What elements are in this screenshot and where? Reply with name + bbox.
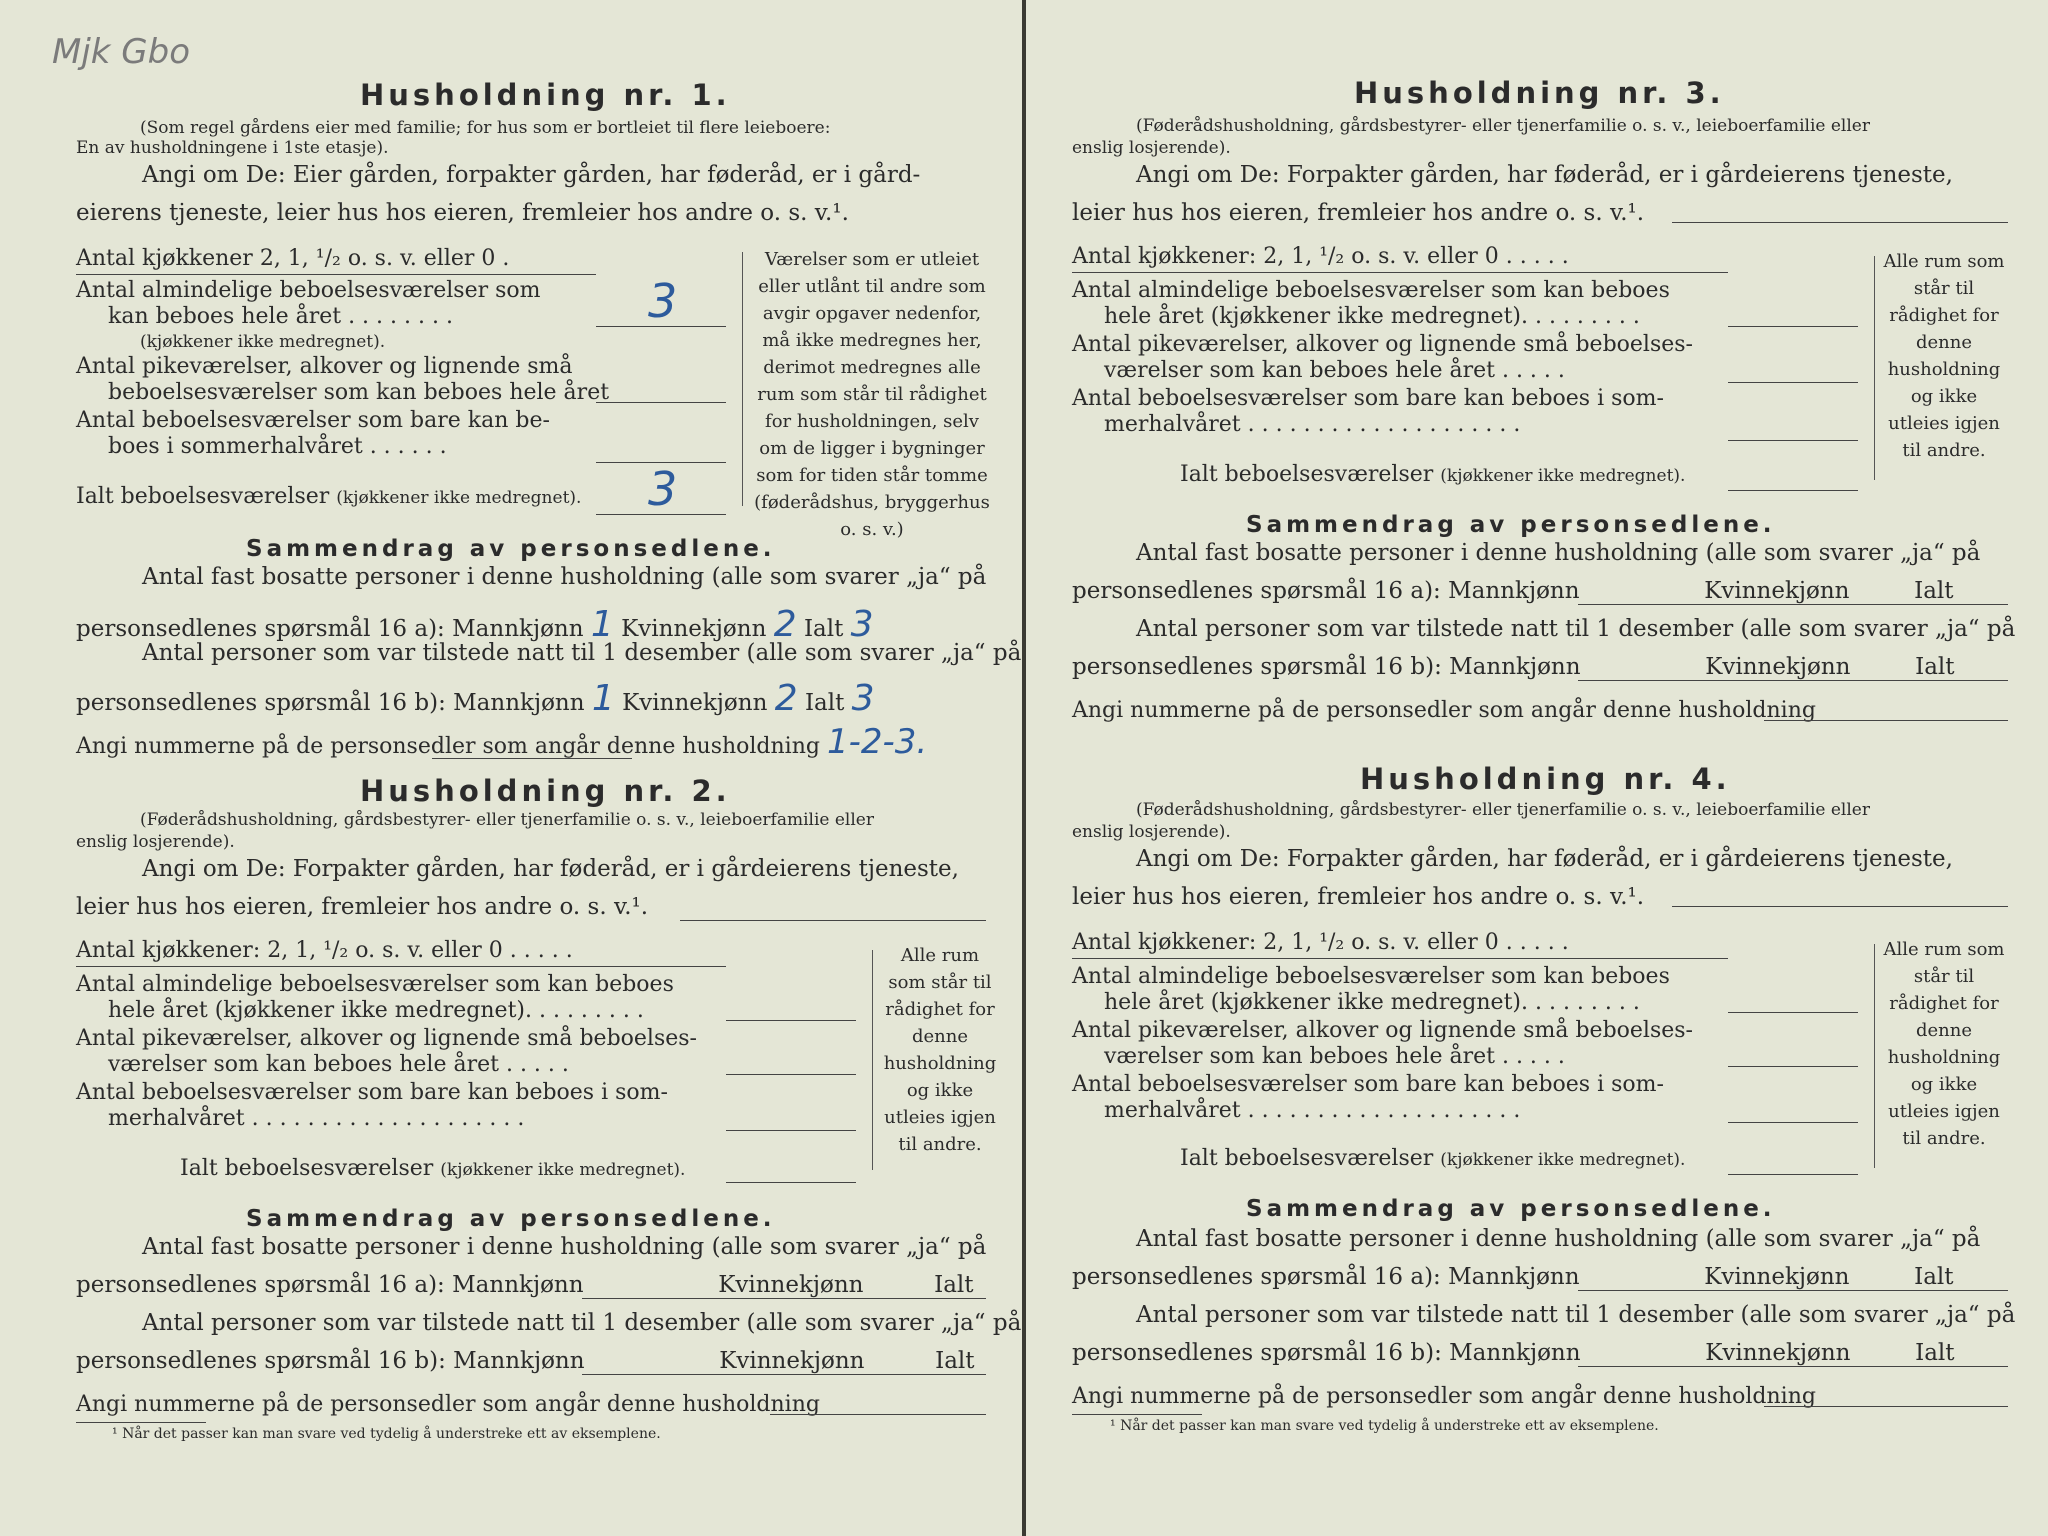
h3-total-label [1180,462,1685,487]
household-4-subtitle: (Føderådshusholdning, gårdsbestyrer- eller tjenerfamilie o. s. v., leieboerfamilie eller [1136,800,1870,820]
h1-numbers-label: Angi nummerne på de personsedler som angår denne husholdning [76,734,820,759]
h2-summary-a-male-label: personsedlenes spørsmål 16 a): Mannkjønn [76,1272,584,1298]
h1-side-note: Værelser som er utleiet eller utlånt til andre som avgir opgaver nedenfor, må ikke medregnes her, derimot medregnes alle rum som står til rådighet for husholdningen, selv om de ligger i bygninger som for tiden står tomme (føderådshus, bryggerhus o. s. v.) [754,249,990,540]
h3-whole-year: hele året (kjøkkener ikke medregnet). . . . . . . . . [1104,304,1640,329]
h4-summary-a-male-label: personsedlenes spørsmål 16 a): Mannkjønn [1072,1264,1580,1290]
household-1-angi-line-1: Angi om De: Eier gården, forpakter gården, har føderåd, er i gård- [142,162,921,188]
h4-summary-b-line-1: Antal personer som var tilstede natt til 1 desember (alle som svarer „ja“ på [1136,1302,2016,1328]
right-footnote: ¹ Når det passer kan man svare ved tydelig å understreke ett av eksemplene. [1110,1418,1659,1434]
h1-summary-a-male: 1 [590,604,614,645]
h1-rooms-value: 3 [648,274,678,328]
household-2-subtitle: (Føderådshusholdning, gårdsbestyrer- eller tjenerfamilie o. s. v., leieboerfamilie eller [140,810,874,830]
h4-summary-b-line-2 [1072,1340,1955,1366]
h1-summary-a-female: 2 [773,604,797,645]
h4-summary-b-female-label: Kvinnekjønn [1705,1340,1851,1366]
h2-summary-a-total-label: Ialt [934,1272,974,1298]
h4-whole-year: hele året (kjøkkener ikke medregnet). . . . . . . . . [1104,990,1640,1015]
h3-kitchens: Antal kjøkkener: 2, 1, ¹/₂ o. s. v. eller 0 . . . . . [1072,244,1569,269]
h2-whole-year: hele året (kjøkkener ikke medregnet). . . . . . . . . [108,998,644,1023]
h2-maid-rooms-2: værelser som kan beboes hele året . . . . . [108,1052,569,1077]
h4-numbers-label: Angi nummerne på de personsedler som angår denne husholdning [1072,1384,1816,1409]
h1-summary-a-line-1: Antal fast bosatte personer i denne husholdning (alle som svarer „ja“ på [142,564,987,590]
archive-stamp: Mjk Gbo [52,32,191,72]
h3-summer-rooms-2: merhalvåret . . . . . . . . . . . . . . . . . . . . [1104,412,1521,437]
h3-summary-b-male-label: personsedlenes spørsmål 16 b): Mannkjønn [1072,654,1581,680]
household-2-angi-line-2: leier hus hos eieren, fremleier hos andre o. s. v.¹. [76,894,649,920]
h1-summary-b-total: 3 [851,678,875,719]
h1-ordinary-rooms: Antal almindelige beboelsesværelser som [76,278,541,303]
h2-summary-b-female-label: Kvinnekjønn [719,1348,865,1374]
household-2-angi-line-1: Angi om De: Forpakter gården, har føderåd, er i gårdeierens tjeneste, [142,856,959,882]
h1-summary-title: Sammendrag av personsedlene. [246,536,776,562]
household-3-angi-line-2: leier hus hos eieren, fremleier hos andre o. s. v.¹. [1072,200,1645,226]
left-page [0,0,1022,1536]
household-4-angi-line-2: leier hus hos eieren, fremleier hos andre o. s. v.¹. [1072,884,1645,910]
h1-total-value: 3 [648,462,678,516]
h1-summer-rooms-2: boes i sommerhalvåret . . . . . . [108,434,447,459]
h2-summer-rooms-2: merhalvåret . . . . . . . . . . . . . . . . . . . . [108,1106,525,1131]
h3-summary-a-total-label: Ialt [1914,578,1954,604]
h1-summary-b-male: 1 [591,678,615,719]
h1-total-label [76,484,581,509]
h4-total-text: Ialt beboelsesværelser [1180,1146,1434,1171]
h3-summer-rooms: Antal beboelsesværelser som bare kan beboes i som- [1072,386,1664,411]
h4-total-label [1180,1146,1685,1171]
h3-summary-a-line-1: Antal fast bosatte personer i denne husholdning (alle som svarer „ja“ på [1136,540,1981,566]
h2-kitchens: Antal kjøkkener: 2, 1, ¹/₂ o. s. v. eller 0 . . . . . [76,938,573,963]
h4-summary-a-female-label: Kvinnekjønn [1704,1264,1850,1290]
household-2-subtitle-2: enslig losjerende). [76,832,235,852]
h3-summary-a-male-label: personsedlenes spørsmål 16 a): Mannkjønn [1072,578,1580,604]
h3-summary-b-female-label: Kvinnekjønn [1705,654,1851,680]
h1-whole-year: kan beboes hele året . . . . . . . . [108,304,453,329]
left-footnote: ¹ Når det passer kan man svare ved tydelig å understreke ett av eksemplene. [112,1426,661,1442]
h1-summary-b-male-label: personsedlenes spørsmål 16 b): Mannkjønn [76,690,585,716]
h2-summer-rooms: Antal beboelsesværelser som bare kan beboes i som- [76,1080,668,1105]
h2-total-label [180,1156,685,1181]
h2-summary-title: Sammendrag av personsedlene. [246,1206,776,1232]
h1-summary-a-male-label: personsedlenes spørsmål 16 a): Mannkjønn [76,616,584,642]
h1-total-text: Ialt beboelsesværelser [76,484,330,509]
h3-maid-rooms: Antal pikeværelser, alkover og lignende små beboelses- [1072,332,1693,357]
household-1-title: Husholdning nr. 1. [360,78,731,112]
h1-summary-a-female-label: Kvinnekjønn [621,616,767,642]
h1-summary-b-line-2 [76,678,875,719]
h4-summary-b-total-label: Ialt [1915,1340,1955,1366]
h4-ordinary-rooms: Antal almindelige beboelsesværelser som kan beboes [1072,964,1670,989]
h2-ordinary-rooms: Antal almindelige beboelsesværelser som kan beboes [76,972,674,997]
household-3-angi-line-1: Angi om De: Forpakter gården, har føderåd, er i gårdeierens tjeneste, [1136,162,1953,188]
h3-summary-b-line-1: Antal personer som var tilstede natt til 1 desember (alle som svarer „ja“ på [1136,616,2016,642]
household-1-subtitle-2: En av husholdningene i 1ste etasje). [76,138,389,158]
h3-side-note: Alle rum som står til rådighet for denne husholdning og ikke utleies igjen til andre. [1883,251,2005,461]
h4-summary-a-line-2 [1072,1264,1954,1290]
h4-kitchens: Antal kjøkkener: 2, 1, ¹/₂ o. s. v. eller 0 . . . . . [1072,930,1569,955]
h1-summary-a-line-2 [76,604,874,645]
h4-summer-rooms-2: merhalvåret . . . . . . . . . . . . . . . . . . . . [1104,1098,1521,1123]
h2-summary-b-male-label: personsedlenes spørsmål 16 b): Mannkjønn [76,1348,585,1374]
h1-summary-a-total: 3 [850,604,874,645]
h1-numbers-value: 1-2-3. [826,722,928,762]
h4-summary-a-total-label: Ialt [1914,1264,1954,1290]
h4-summary-title: Sammendrag av personsedlene. [1246,1196,1776,1222]
h1-summary-b-female: 2 [774,678,798,719]
h1-maid-rooms-2: beboelsesværelser som kan beboes hele året [108,380,610,405]
h2-summary-b-line-1: Antal personer som var tilstede natt til 1 desember (alle som svarer „ja“ på [142,1310,1022,1336]
h3-maid-rooms-2: værelser som kan beboes hele året . . . . . [1104,358,1565,383]
h1-summary-b-total-label: Ialt [804,690,845,716]
h1-summer-rooms: Antal beboelsesværelser som bare kan be- [76,408,550,433]
h2-side-note: Alle rum som står til rådighet for denne husholdning og ikke utleies igjen til andre. [883,945,997,1155]
household-4-subtitle-2: enslig losjerende). [1072,822,1231,842]
h3-summary-b-total-label: Ialt [1915,654,1955,680]
h2-maid-rooms: Antal pikeværelser, alkover og lignende små beboelses- [76,1026,697,1051]
h4-maid-rooms: Antal pikeværelser, alkover og lignende små beboelses- [1072,1018,1693,1043]
h1-summary-b-female-label: Kvinnekjønn [622,690,768,716]
right-page [1026,0,2048,1536]
h1-maid-rooms: Antal pikeværelser, alkover og lignende små [76,354,573,379]
household-2-title: Husholdning nr. 2. [360,774,731,808]
h1-kitchen-excluded: (kjøkkener ikke medregnet). [140,332,386,352]
household-3-subtitle: (Føderådshusholdning, gårdsbestyrer- eller tjenerfamilie o. s. v., leieboerfamilie eller [1136,116,1870,136]
household-4-title: Husholdning nr. 4. [1360,762,1731,796]
h2-summary-a-line-1: Antal fast bosatte personer i denne husholdning (alle som svarer „ja“ på [142,1234,987,1260]
household-1-subtitle: (Som regel gårdens eier med familie; for hus som er bortleiet til flere leieboere: [140,118,831,138]
h2-summary-b-line-2 [76,1348,975,1374]
h4-summer-rooms: Antal beboelsesværelser som bare kan beboes i som- [1072,1072,1664,1097]
h4-side-note: Alle rum som står til rådighet for denne husholdning og ikke utleies igjen til andre. [1883,939,2005,1149]
h2-summary-a-line-2 [76,1272,974,1298]
h3-total-note: (kjøkkener ikke medregnet). [1440,466,1686,486]
h3-summary-b-line-2 [1072,654,1955,680]
h2-summary-a-female-label: Kvinnekjønn [718,1272,864,1298]
h2-summary-b-total-label: Ialt [935,1348,975,1374]
h1-total-note: (kjøkkener ikke medregnet). [336,488,582,508]
h4-summary-b-male-label: personsedlenes spørsmål 16 b): Mannkjønn [1072,1340,1581,1366]
h2-total-note: (kjøkkener ikke medregnet). [440,1160,686,1180]
household-3-subtitle-2: enslig losjerende). [1072,138,1231,158]
h3-summary-a-line-2 [1072,578,1954,604]
household-4-angi-line-1: Angi om De: Forpakter gården, har føderåd, er i gårdeierens tjeneste, [1136,846,1953,872]
h3-summary-a-female-label: Kvinnekjønn [1704,578,1850,604]
h1-summary-a-total-label: Ialt [803,616,844,642]
h3-numbers-label: Angi nummerne på de personsedler som angår denne husholdning [1072,698,1816,723]
h3-summary-title: Sammendrag av personsedlene. [1246,512,1776,538]
h2-numbers-label: Angi nummerne på de personsedler som angår denne husholdning [76,1392,820,1417]
h1-kitchens: Antal kjøkkener 2, 1, ¹/₂ o. s. v. eller 0 . [76,246,510,271]
h3-total-text: Ialt beboelsesværelser [1180,462,1434,487]
household-1-angi-line-2: eierens tjeneste, leier hus hos eieren, fremleier hos andre o. s. v.¹. [76,200,849,226]
household-3-title: Husholdning nr. 3. [1354,76,1725,110]
h4-total-note: (kjøkkener ikke medregnet). [1440,1150,1686,1170]
h1-summary-b-line-1: Antal personer som var tilstede natt til 1 desember (alle som svarer „ja“ på [142,640,1022,666]
h1-numbers-line [76,722,927,762]
h3-ordinary-rooms: Antal almindelige beboelsesværelser som kan beboes [1072,278,1670,303]
h2-total-text: Ialt beboelsesværelser [180,1156,434,1181]
h4-summary-a-line-1: Antal fast bosatte personer i denne husholdning (alle som svarer „ja“ på [1136,1226,1981,1252]
h4-maid-rooms-2: værelser som kan beboes hele året . . . . . [1104,1044,1565,1069]
